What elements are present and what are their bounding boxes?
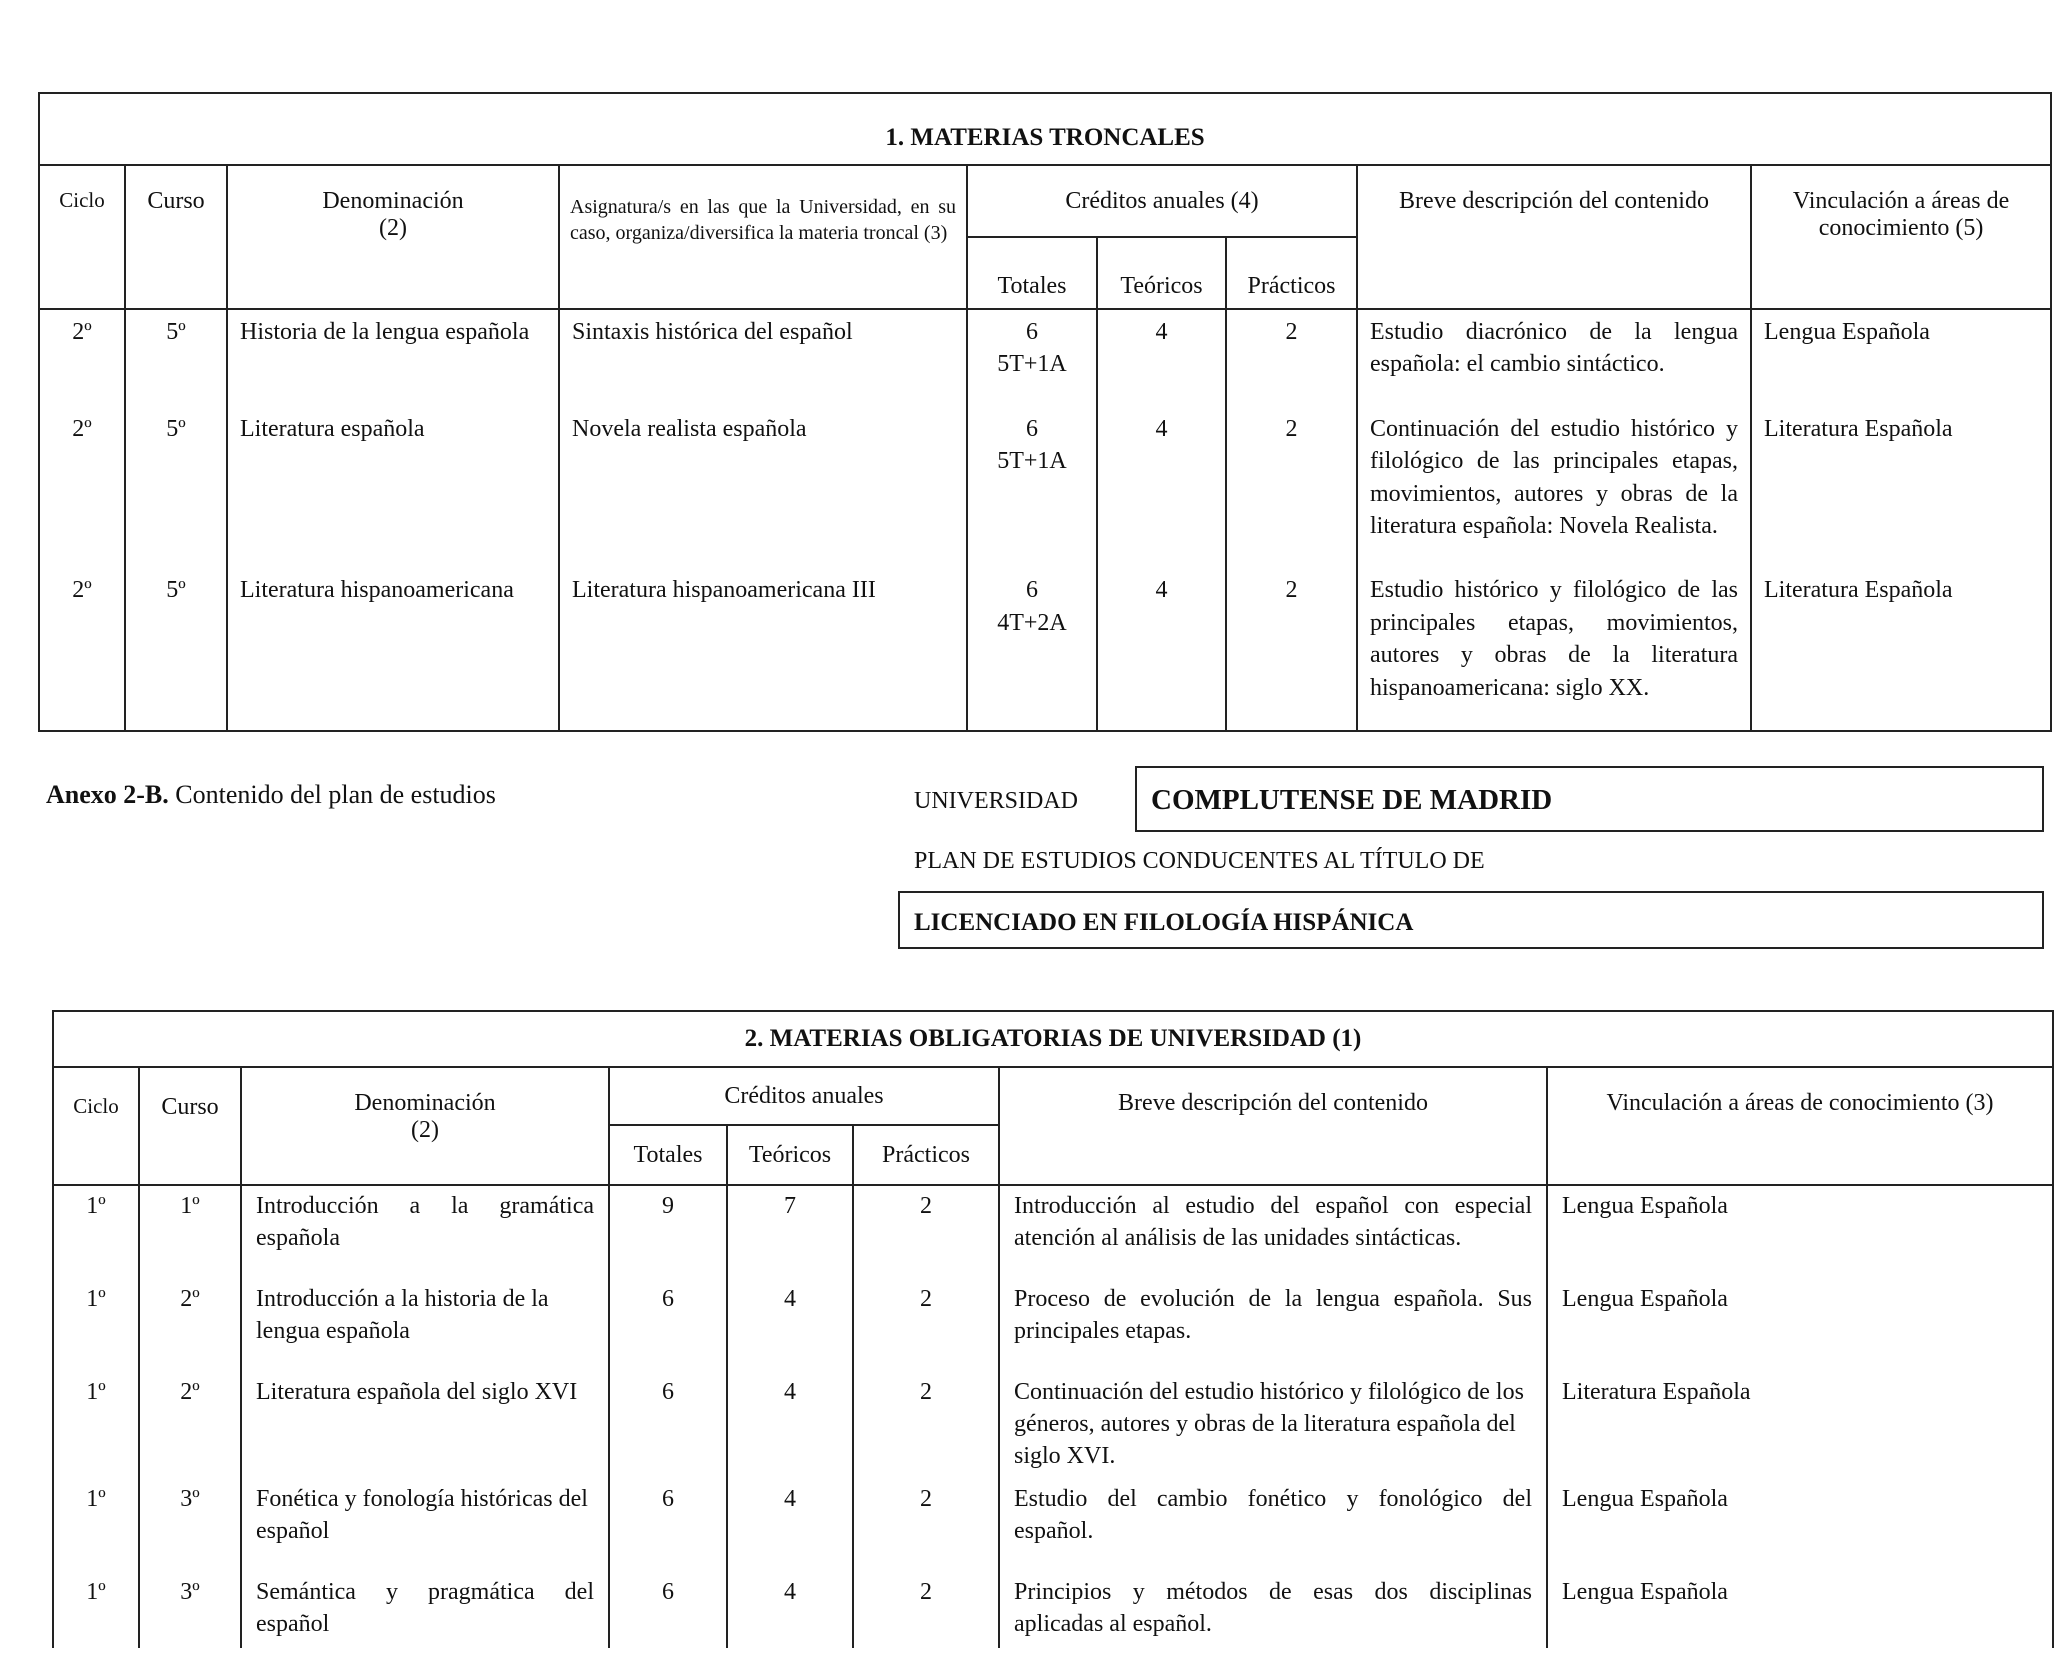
header-denominacion: Denominación (2) xyxy=(241,1067,609,1185)
header-creditos: Créditos anuales xyxy=(609,1067,999,1125)
cell-denominacion: Literatura española del siglo XVI xyxy=(241,1372,609,1479)
cell-denominacion: Fonética y fonología históricas del español xyxy=(241,1479,609,1572)
cell-teoricos: 4 xyxy=(727,1372,853,1479)
header-curso: Curso xyxy=(125,165,227,309)
table-row xyxy=(53,1185,2053,1279)
obligatorias-table xyxy=(52,1010,2054,1648)
cell-vinculacion: Lengua Española xyxy=(1547,1572,2053,1649)
table-row xyxy=(53,1279,2053,1372)
table-row xyxy=(39,309,2051,407)
cell-descripcion: Continuación del estudio histórico y filológico de los géneros, autores y obras de la literatura española del siglo XVI. xyxy=(999,1372,1547,1479)
header-practicos: Prácticos xyxy=(853,1125,999,1185)
cell-practicos: 2 xyxy=(1226,309,1357,407)
cell-ciclo: 1º xyxy=(53,1572,139,1649)
cell-vinculacion: Lengua Española xyxy=(1547,1279,2053,1372)
troncales-title: 1. MATERIAS TRONCALES xyxy=(39,93,2051,165)
table-row xyxy=(53,1572,2053,1649)
cell-practicos: 2 xyxy=(1226,407,1357,569)
cell-denominacion: Literatura española xyxy=(227,407,559,569)
cell-descripcion: Introducción al estudio del español con especial atención al análisis de las unidades sintácticas. xyxy=(999,1185,1547,1279)
cell-ciclo: 1º xyxy=(53,1185,139,1279)
cell-ciclo: 2º xyxy=(39,309,125,407)
cell-curso: 3º xyxy=(139,1572,241,1649)
cell-practicos: 2 xyxy=(853,1279,999,1372)
cell-ciclo: 1º xyxy=(53,1279,139,1372)
cell-practicos: 2 xyxy=(853,1479,999,1572)
header-practicos: Prácticos xyxy=(1226,237,1357,309)
header-creditos: Créditos anuales (4) xyxy=(967,165,1357,237)
cell-denominacion: Semántica y pragmática del español xyxy=(241,1572,609,1649)
cell-practicos: 2 xyxy=(853,1372,999,1479)
cell-vinculacion: Lengua Española xyxy=(1751,309,2051,407)
header-teoricos: Teóricos xyxy=(1097,237,1226,309)
table-row xyxy=(39,568,2051,731)
header-vinculacion: Vinculación a áreas de conocimiento (5) xyxy=(1751,165,2051,309)
cell-asignatura: Novela realista española xyxy=(559,407,967,569)
cell-vinculacion: Lengua Española xyxy=(1547,1185,2053,1279)
cell-descripcion: Continuación del estudio histórico y filológico de las principales etapas, movimientos, autores y obras de la literatura española: Novela Realista. xyxy=(1357,407,1751,569)
header-totales: Totales xyxy=(609,1125,727,1185)
cell-ciclo: 2º xyxy=(39,568,125,731)
cell-denominacion: Introducción a la historia de la lengua española xyxy=(241,1279,609,1372)
cell-curso: 5º xyxy=(125,309,227,407)
header-descripcion: Breve descripción del contenido xyxy=(999,1067,1547,1185)
universidad-label: UNIVERSIDAD xyxy=(914,788,1078,814)
cell-denominacion: Historia de la lengua española xyxy=(227,309,559,407)
cell-vinculacion: Literatura Española xyxy=(1751,568,2051,731)
header-teoricos: Teóricos xyxy=(727,1125,853,1185)
cell-vinculacion: Literatura Española xyxy=(1547,1372,2053,1479)
cell-curso: 2º xyxy=(139,1279,241,1372)
annex-label: Anexo 2-B. xyxy=(46,780,169,809)
cell-ciclo: 2º xyxy=(39,407,125,569)
troncales-table xyxy=(38,92,2052,732)
cell-descripcion: Estudio histórico y filológico de las principales etapas, movimientos, autores y obras de la literatura hispanoamericana: siglo XX. xyxy=(1357,568,1751,731)
cell-curso: 5º xyxy=(125,407,227,569)
header-totales: Totales xyxy=(967,237,1097,309)
cell-totales: 6 xyxy=(609,1279,727,1372)
obligatorias-title: 2. MATERIAS OBLIGATORIAS DE UNIVERSIDAD (1) xyxy=(53,1011,2053,1067)
cell-asignatura: Sintaxis histórica del español xyxy=(559,309,967,407)
cell-teoricos: 4 xyxy=(1097,568,1226,731)
titulo-name: LICENCIADO EN FILOLOGÍA HISPÁNICA xyxy=(914,909,1414,936)
cell-ciclo: 1º xyxy=(53,1372,139,1479)
cell-descripcion: Estudio del cambio fonético y fonológico del español. xyxy=(999,1479,1547,1572)
plan-label: PLAN DE ESTUDIOS CONDUCENTES AL TÍTULO DE xyxy=(914,848,1485,874)
cell-curso: 5º xyxy=(125,568,227,731)
cell-descripcion: Estudio diacrónico de la lengua española: el cambio sintáctico. xyxy=(1357,309,1751,407)
cell-teoricos: 4 xyxy=(727,1279,853,1372)
header-curso: Curso xyxy=(139,1067,241,1185)
annex-heading xyxy=(46,780,496,810)
cell-denominacion: Literatura hispanoamericana xyxy=(227,568,559,731)
header-denominacion: Denominación (2) xyxy=(227,165,559,309)
universidad-name: COMPLUTENSE DE MADRID xyxy=(1151,784,1553,816)
cell-totales: 6 xyxy=(609,1572,727,1649)
cell-teoricos: 7 xyxy=(727,1185,853,1279)
cell-practicos: 2 xyxy=(853,1185,999,1279)
cell-curso: 2º xyxy=(139,1372,241,1479)
table-row xyxy=(53,1372,2053,1479)
cell-totales: 6 xyxy=(609,1479,727,1572)
titulo-box xyxy=(898,891,2044,949)
cell-practicos: 2 xyxy=(1226,568,1357,731)
cell-vinculacion: Literatura Española xyxy=(1751,407,2051,569)
cell-totales: 6 5T+1A xyxy=(967,407,1097,569)
cell-teoricos: 4 xyxy=(727,1479,853,1572)
cell-asignatura: Literatura hispanoamericana III xyxy=(559,568,967,731)
cell-denominacion: Introducción a la gramática española xyxy=(241,1185,609,1279)
header-descripcion: Breve descripción del contenido xyxy=(1357,165,1751,309)
header-vinculacion: Vinculación a áreas de conocimiento (3) xyxy=(1547,1067,2053,1185)
cell-totales: 6 5T+1A xyxy=(967,309,1097,407)
table-row xyxy=(53,1479,2053,1572)
table-row xyxy=(39,407,2051,569)
universidad-box xyxy=(1135,766,2044,832)
header-ciclo: Ciclo xyxy=(53,1067,139,1185)
cell-teoricos: 4 xyxy=(1097,309,1226,407)
header-asignatura: Asignatura/s en las que la Universidad, en su caso, organiza/diversifica la materia troncal (3) xyxy=(559,165,967,309)
header-ciclo: Ciclo xyxy=(39,165,125,309)
cell-curso: 3º xyxy=(139,1479,241,1572)
cell-teoricos: 4 xyxy=(727,1572,853,1649)
cell-practicos: 2 xyxy=(853,1572,999,1649)
cell-totales: 6 xyxy=(609,1372,727,1479)
cell-totales: 6 4T+2A xyxy=(967,568,1097,731)
annex-text: Contenido del plan de estudios xyxy=(175,780,496,809)
cell-descripcion: Proceso de evolución de la lengua española. Sus principales etapas. xyxy=(999,1279,1547,1372)
cell-teoricos: 4 xyxy=(1097,407,1226,569)
cell-curso: 1º xyxy=(139,1185,241,1279)
cell-totales: 9 xyxy=(609,1185,727,1279)
cell-ciclo: 1º xyxy=(53,1479,139,1572)
cell-descripcion: Principios y métodos de esas dos disciplinas aplicadas al español. xyxy=(999,1572,1547,1649)
cell-vinculacion: Lengua Española xyxy=(1547,1479,2053,1572)
